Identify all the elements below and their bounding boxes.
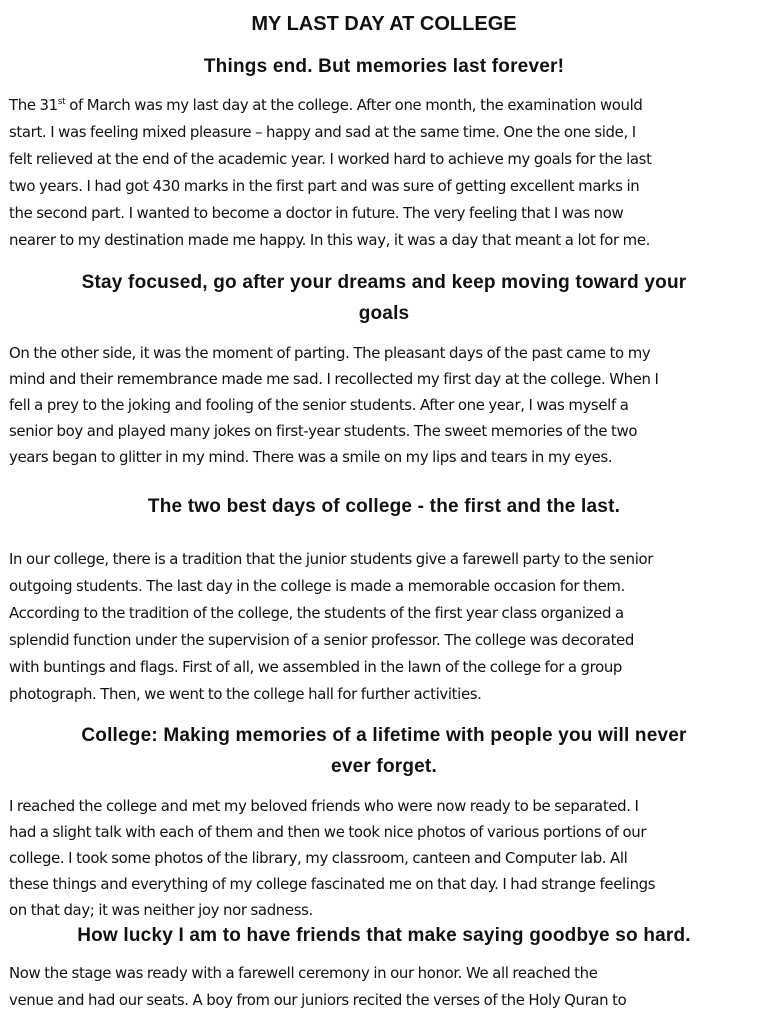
paragraph-line: had a slight talk with each of them and then we took nice photos of various portions of our: [9, 823, 647, 841]
section-paragraph: [9, 92, 761, 254]
paragraph-line: fell a prey to the joking and fooling of the senior students. After one year, I was myself a: [9, 396, 629, 414]
paragraph-line: on that day; it was neither joy nor sadness.: [9, 901, 313, 919]
section-paragraph: [9, 546, 761, 708]
section-heading: The two best days of college - the first and the last.: [147, 496, 621, 517]
paragraph-line: college. I took some photos of the library, my classroom, canteen and Computer lab. All: [9, 849, 628, 867]
paragraph-line: Now the stage was ready with a farewell ceremony in our honor. We all reached the: [9, 964, 598, 982]
section-heading: How lucky I am to have friends that make saying goodbye so hard.: [77, 925, 691, 946]
paragraph-line: felt relieved at the end of the academic year. I worked hard to achieve my goals for the last: [9, 150, 652, 168]
paragraph-line: start. I was feeling mixed pleasure – happy and sad at the same time. One the one side, I: [9, 123, 636, 141]
document-title: MY LAST DAY AT COLLEGE: [251, 13, 517, 35]
paragraph-line: mind and their remembrance made me sad. I recollected my first day at the college. When I: [9, 370, 659, 388]
paragraph-line: According to the tradition of the college, the students of the first year class organized a: [9, 604, 624, 622]
paragraph-line: The 31st of March was my last day at the college. After one month, the examination would: [9, 96, 643, 114]
paragraph-line: I reached the college and met my beloved friends who were now ready to be separated. I: [9, 797, 639, 815]
section-heading: College: Making memories of a lifetime with people you will never ever forget.: [81, 725, 687, 777]
section-paragraph: [9, 793, 761, 923]
paragraph-line: senior boy and played many jokes on first-year students. The sweet memories of the two: [9, 422, 638, 440]
paragraph-line: years began to glitter in my mind. There was a smile on my lips and tears in my eyes.: [9, 448, 613, 466]
section-heading: Stay focused, go after your dreams and keep moving toward your goals: [81, 272, 687, 324]
paragraph-line: with buntings and flags. First of all, we assembled in the lawn of the college for a group: [9, 658, 623, 676]
paragraph-line: two years. I had got 430 marks in the first part and was sure of getting excellent marks in: [9, 177, 640, 195]
paragraph-line: photograph. Then, we went to the college hall for further activities.: [9, 685, 482, 703]
paragraph-line: nearer to my destination made me happy. In this way, it was a day that meant a lot for me.: [9, 231, 651, 249]
paragraph-line: venue and had our seats. A boy from our juniors recited the verses of the Holy Quran to: [9, 991, 627, 1009]
ordinal-suffix: st: [57, 97, 66, 108]
paragraph-line: In our college, there is a tradition that the junior students give a farewell party to the senior: [9, 550, 654, 568]
paragraph-line: splendid function under the supervision of a senior professor. The college was decorated: [9, 631, 634, 649]
section-paragraph: [9, 340, 761, 470]
paragraph-line: the second part. I wanted to become a doctor in future. The very feeling that I was now: [9, 204, 624, 222]
paragraph-line: On the other side, it was the moment of parting. The pleasant days of the past came to my: [9, 344, 651, 362]
section-heading: Things end. But memories last forever!: [203, 56, 565, 77]
paragraph-line: outgoing students. The last day in the college is made a memorable occasion for them.: [9, 577, 625, 595]
paragraph-line: these things and everything of my college fascinated me on that day. I had strange feelings: [9, 875, 656, 893]
section-paragraph: [9, 960, 761, 1014]
